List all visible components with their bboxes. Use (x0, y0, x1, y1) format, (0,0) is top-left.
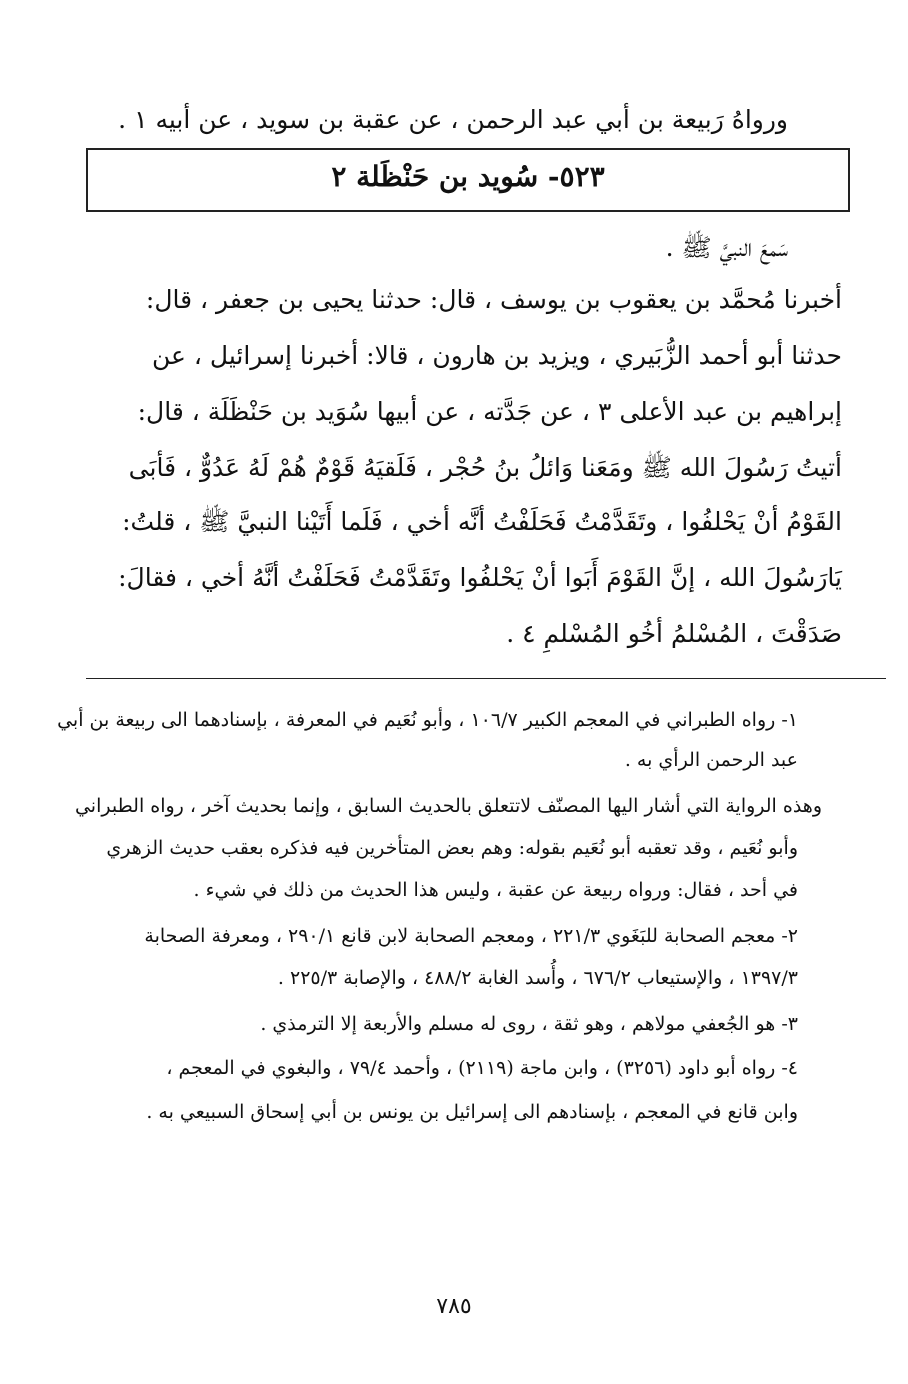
entry-heading-box (86, 148, 850, 212)
body-line-7: يَارَسُولَ الله ، إنَّ القَوْمَ أَبَوا أنْ يَحْلفُوا وتَقَدَّمْتُ فَحَلَفْتُ أنَّهُ أخي ، فقالَ: (118, 563, 842, 592)
footnote-separator (86, 678, 886, 679)
footnote-line-9: ٤- رواه أبو داود (٣٢٥٦) ، وابن ماجة (٢١١٩) ، وأحمد ٧٩/٤ ، والبغوي في المعجم ، (166, 1057, 798, 1079)
body-line-6: القَوْمُ أنْ يَحْلفُوا ، وتَقَدَّمْتُ فَحَلَفْتُ أنَّه أخي ، فَلَما أَتَيْنا النبيَّ ﷺ ، قلتُ: (122, 507, 842, 536)
footnote-line-8: ٣- هو الجُعفي مولاهم ، وهو ثقة ، روى له مسلم والأربعة إلا الترمذي . (260, 1013, 798, 1035)
footnote-line-5: في أحد ، فقال: ورواه ربيعة عن عقبة ، وليس هذا الحديث من ذلك في شيء . (193, 879, 798, 901)
footnote-line-4: وأبو نُعَيم ، وقد تعقبه أبو نُعَيم بقوله: وهم بعض المتأخرين فيه فذكره بعقب حديث الزهري (106, 837, 798, 859)
entry-title: ٥٢٣- سُويد بن حَنْظَلة ٢ (331, 160, 605, 193)
body-line-1: سَمعَ النبيَّ ﷺ . (665, 233, 788, 262)
footnote-line-1: ١- رواه الطبراني في المعجم الكبير ١٠٦/٧ ، وأبو نُعَيم في المعرفة ، بإسنادهما الى ربيعة بن أبي (57, 709, 798, 731)
body-line-8: صَدَقْتَ ، المُسْلمُ أخُو المُسْلمِ ٤ . (506, 619, 842, 648)
footnote-line-6: ٢- معجم الصحابة للبَغَوي ٢٢١/٣ ، ومعجم الصحابة لابن قانع ٢٩٠/١ ، ومعرفة الصحابة (144, 925, 798, 947)
footnote-line-2: عبد الرحمن الرأي به . (624, 749, 798, 771)
body-line-5: أتيتُ رَسُولَ الله ﷺ ومَعَنا وَائلُ بنُ حُجْر ، فَلَقيَهُ قَوْمٌ هُمْ لَهُ عَدُوٌّ ، فَأبَى (128, 453, 842, 482)
footnote-line-10: وابن قانع في المعجم ، بإسنادهم الى إسرائيل بن يونس بن أبي إسحاق السبيعي به . (146, 1101, 798, 1123)
page-number: ٧٨٥ (436, 1294, 472, 1319)
intro-line: ورواهُ رَبيعة بن أبي عبد الرحمن ، عن عقبة بن سويد ، عن أبيه ١ . (118, 105, 788, 134)
body-line-2: أخبرنا مُحمَّد بن يعقوب بن يوسف ، قال: حدثنا يحيى بن جعفر ، قال: (145, 285, 842, 314)
footnote-line-3: وهذه الرواية التي أشار اليها المصنّف لاتتعلق بالحديث السابق ، وإنما بحديث آخر ، رواه الطبراني (74, 795, 822, 817)
body-line-3: حدثنا أبو أحمد الزُّبَيري ، ويزيد بن هارون ، قالا: أخبرنا إسرائيل ، عن (151, 341, 842, 370)
body-line-4: إبراهيم بن عبد الأعلى ٣ ، عن جَدَّته ، عن أبيها سُوَيد بن حَنْظَلَة ، قال: (137, 397, 842, 426)
footnote-line-7: ١٣٩٧/٣ ، والإستيعاب ٦٧٦/٢ ، وأُسد الغابة ٤٨٨/٢ ، والإصابة ٢٢٥/٣ . (277, 967, 798, 989)
